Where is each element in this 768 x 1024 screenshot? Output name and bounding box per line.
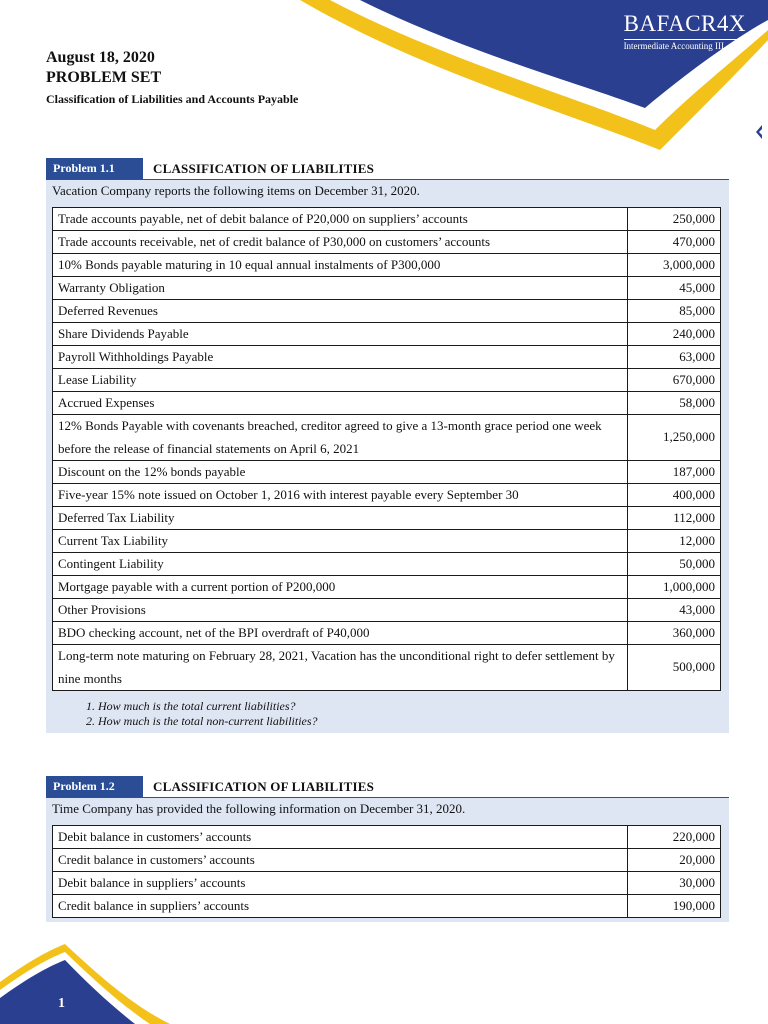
table-row bbox=[53, 849, 721, 872]
table-row bbox=[53, 231, 721, 254]
problem-title: CLASSIFICATION OF LIABILITIES bbox=[153, 161, 375, 176]
table-row bbox=[53, 553, 721, 576]
document-title: PROBLEM SET bbox=[46, 69, 162, 86]
table-row bbox=[53, 872, 721, 895]
amount-cell: 220,000 bbox=[628, 826, 721, 849]
table-row bbox=[53, 895, 721, 918]
table-row bbox=[53, 277, 721, 300]
item-cell: Contingent Liability bbox=[53, 553, 628, 576]
table-row bbox=[53, 645, 721, 691]
table-row bbox=[53, 576, 721, 599]
item-cell: Warranty Obligation bbox=[53, 277, 628, 300]
amount-cell: 250,000 bbox=[628, 208, 721, 231]
amount-cell: 20,000 bbox=[628, 849, 721, 872]
amount-cell: 112,000 bbox=[628, 507, 721, 530]
table-row bbox=[53, 323, 721, 346]
table-row bbox=[53, 369, 721, 392]
item-cell: Lease Liability bbox=[53, 369, 628, 392]
item-cell: 10% Bonds payable maturing in 10 equal annual instalments of P300,000 bbox=[53, 254, 628, 277]
amount-cell: 670,000 bbox=[628, 369, 721, 392]
problem-header bbox=[46, 158, 729, 180]
table-row bbox=[53, 530, 721, 553]
problem-intro: Time Company has provided the following information on December 31, 2020. bbox=[52, 801, 466, 816]
table-row bbox=[53, 208, 721, 231]
item-cell: Current Tax Liability bbox=[53, 530, 628, 553]
chevron-left-icon bbox=[754, 124, 764, 140]
document-header bbox=[46, 48, 298, 110]
brand-title: BAFACR4X bbox=[623, 11, 746, 36]
question-list bbox=[46, 699, 729, 729]
item-cell: Debit balance in suppliers’ accounts bbox=[53, 872, 628, 895]
footer-decoration bbox=[0, 944, 170, 1024]
item-cell: 12% Bonds Payable with covenants breached, creditor agreed to give a 13-month grace period one week before the release of financial statements on April 6, 2021 bbox=[53, 415, 628, 461]
amount-cell: 63,000 bbox=[628, 346, 721, 369]
problem-header bbox=[46, 776, 729, 798]
problem-body bbox=[46, 180, 729, 733]
amount-cell: 187,000 bbox=[628, 461, 721, 484]
amount-cell: 190,000 bbox=[628, 895, 721, 918]
item-cell: Credit balance in customers’ accounts bbox=[53, 849, 628, 872]
brand-subtitle: Intermediate Accounting III bbox=[623, 41, 725, 51]
table-row bbox=[53, 415, 721, 461]
table-row bbox=[53, 461, 721, 484]
problem-label: Problem 1.2 bbox=[46, 776, 143, 797]
item-cell: Debit balance in customers’ accounts bbox=[53, 826, 628, 849]
page-number: 1 bbox=[58, 996, 65, 1011]
document-date: August 18, 2020 bbox=[46, 49, 155, 66]
table-row bbox=[53, 346, 721, 369]
table-row bbox=[53, 826, 721, 849]
amount-cell: 1,000,000 bbox=[628, 576, 721, 599]
amount-cell: 30,000 bbox=[628, 872, 721, 895]
amount-cell: 45,000 bbox=[628, 277, 721, 300]
problem-intro: Vacation Company reports the following items on December 31, 2020. bbox=[52, 183, 420, 198]
table-row bbox=[53, 507, 721, 530]
item-cell: Deferred Tax Liability bbox=[53, 507, 628, 530]
item-cell: Deferred Revenues bbox=[53, 300, 628, 323]
item-cell: BDO checking account, net of the BPI overdraft of P40,000 bbox=[53, 622, 628, 645]
question-item: 1. How much is the total current liabilities? bbox=[98, 699, 729, 714]
table-row bbox=[53, 392, 721, 415]
item-cell: Payroll Withholdings Payable bbox=[53, 346, 628, 369]
amount-cell: 1,250,000 bbox=[628, 415, 721, 461]
item-cell: Share Dividends Payable bbox=[53, 323, 628, 346]
liabilities-table bbox=[52, 207, 721, 691]
problem-title: CLASSIFICATION OF LIABILITIES bbox=[153, 779, 375, 794]
table-row bbox=[53, 622, 721, 645]
item-cell: Credit balance in suppliers’ accounts bbox=[53, 895, 628, 918]
item-cell: Trade accounts payable, net of debit balance of P20,000 on suppliers’ accounts bbox=[53, 208, 628, 231]
document-subtitle: Classification of Liabilities and Accounts Payable bbox=[46, 92, 299, 106]
table-row bbox=[53, 254, 721, 277]
problem-1-1 bbox=[46, 158, 729, 733]
amount-cell: 50,000 bbox=[628, 553, 721, 576]
item-cell: Other Provisions bbox=[53, 599, 628, 622]
item-cell: Accrued Expenses bbox=[53, 392, 628, 415]
table-row bbox=[53, 599, 721, 622]
amount-cell: 240,000 bbox=[628, 323, 721, 346]
table-row bbox=[53, 300, 721, 323]
amount-cell: 3,000,000 bbox=[628, 254, 721, 277]
problem-body bbox=[46, 798, 729, 922]
amount-cell: 85,000 bbox=[628, 300, 721, 323]
item-cell: Discount on the 12% bonds payable bbox=[53, 461, 628, 484]
amount-cell: 500,000 bbox=[628, 645, 721, 691]
amount-cell: 400,000 bbox=[628, 484, 721, 507]
amount-cell: 12,000 bbox=[628, 530, 721, 553]
problem-label: Problem 1.1 bbox=[46, 158, 143, 179]
brand-block bbox=[624, 12, 746, 51]
item-cell: Trade accounts receivable, net of credit balance of P30,000 on customers’ accounts bbox=[53, 231, 628, 254]
brand-divider bbox=[624, 39, 746, 40]
item-cell: Five-year 15% note issued on October 1, 2016 with interest payable every September 30 bbox=[53, 484, 628, 507]
amount-cell: 470,000 bbox=[628, 231, 721, 254]
item-cell: Long-term note maturing on February 28, 2021, Vacation has the unconditional right to defer settlement by nine months bbox=[53, 645, 628, 691]
amount-cell: 360,000 bbox=[628, 622, 721, 645]
problem-1-2 bbox=[46, 776, 729, 922]
item-cell: Mortgage payable with a current portion of P200,000 bbox=[53, 576, 628, 599]
question-item: 2. How much is the total non-current liabilities? bbox=[98, 714, 729, 729]
balances-table bbox=[52, 825, 721, 918]
table-row bbox=[53, 484, 721, 507]
amount-cell: 43,000 bbox=[628, 599, 721, 622]
amount-cell: 58,000 bbox=[628, 392, 721, 415]
